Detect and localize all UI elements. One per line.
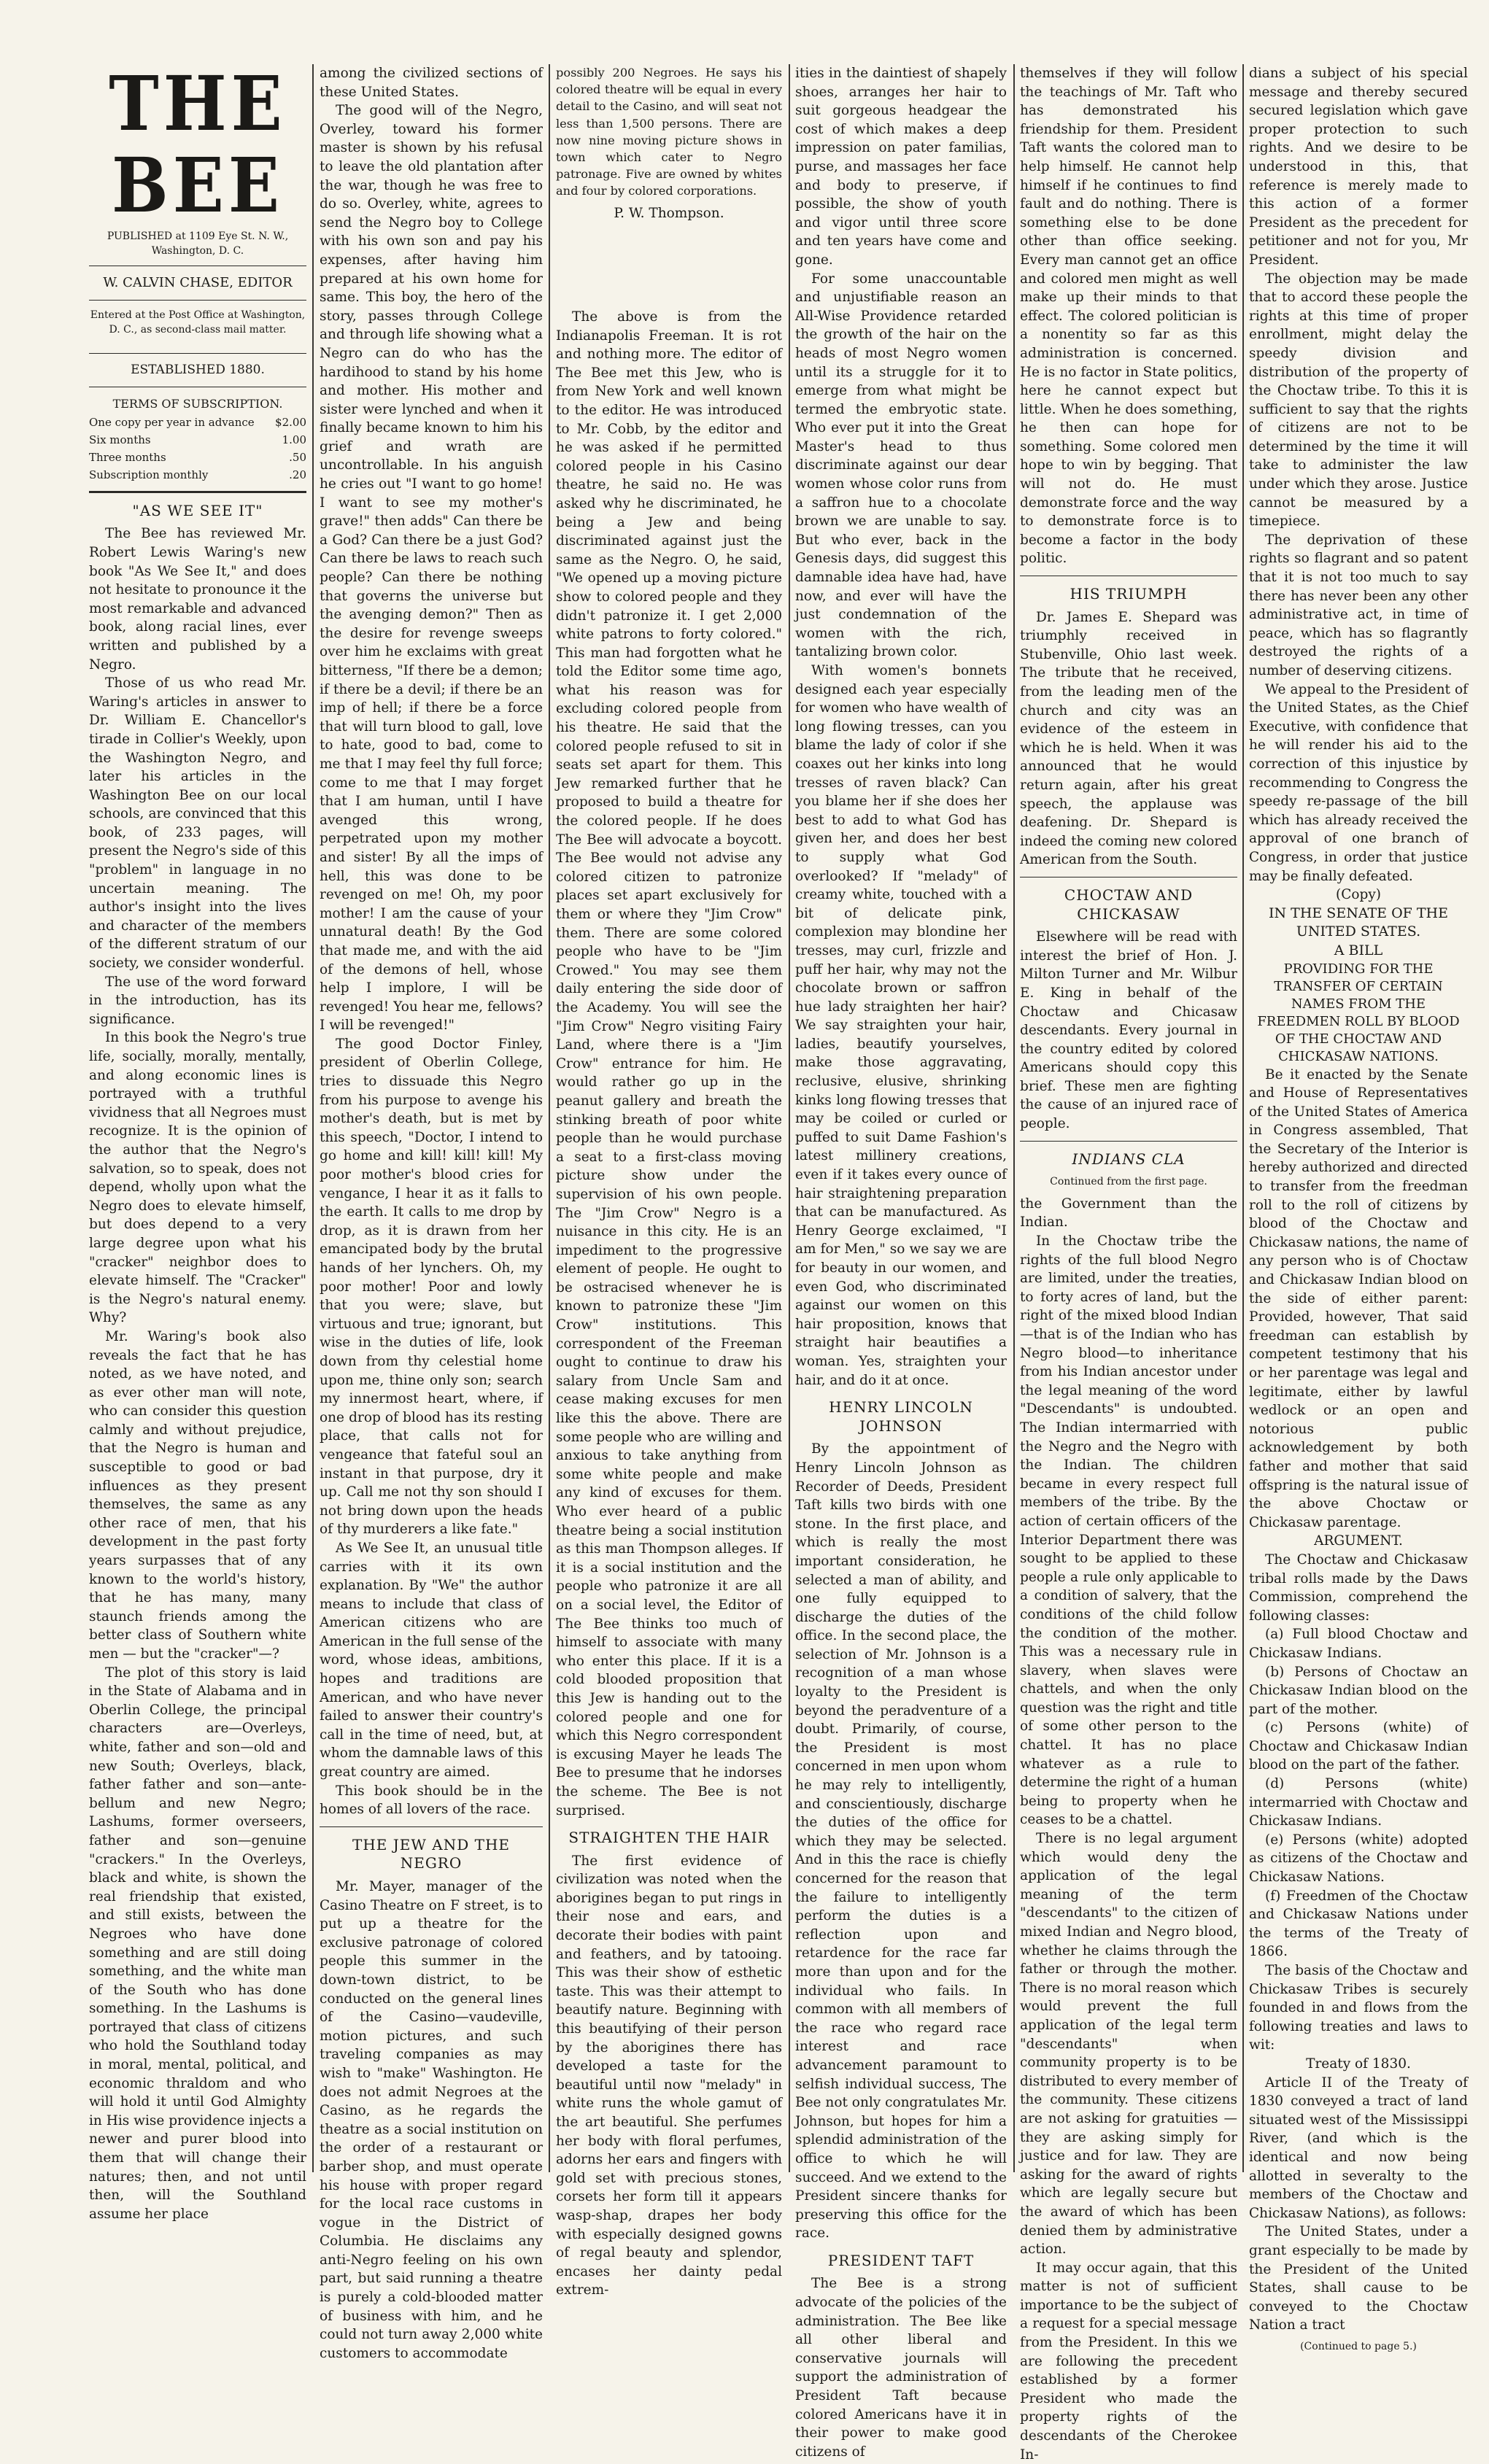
article-heading: "AS WE SEE IT" (132, 501, 263, 519)
article-paragraph: With women's bonnets designed each year especially for women who have wealth of long flowing tresses, can you blame the lady of color if she coaxes out her kinks into long tresses of raven black? Can you blame her if she does her best to add to what God has given her, and does her best to supply what God overlooked? If "melady" of creamy white, touched with a bit of delicate pink, complexion may blondine her tresses, may curl, frizzle and puff her hair, why may not the chocolate brown or saffron hue lady straighten her hair? We say straighten your hair, ladies, beautify yourselves, make those aggravating, reclusive, elusive, shrinking kinks long flowing tresses that may be coiled or curled or puffed to suit Dame Fashion's latest millinery creations, even if it takes every ounce of hair straightening preparation that can be manufactured. As Henry George exclaimed, "I am for Men," so we say we are for beauty in our women, and even God, who discriminated against our women on this hair proposition, knows that straight hair beautifies a woman. Yes, straighten your hair, and do it at once. (795, 663, 1007, 1388)
article-paragraph: The above is from the Indianapolis Freeman. It is rot and nothing more. The editor of The Bee met this Jew, who is from New York and well known to the editor. He was introduced to Mr. Cobb, by the editor and he was asked if he permitted colored people in his Casino theatre, he said no. He was asked why he discriminated, he being a Jew and being discriminated against just the same as the Negro. O, he said, "We opened up a moving picture show to colored people and they didn't patronize it. I get 2,000 white patrons to forty colored." This man had forgotten what he told the Editor some time ago, what his reason was for excluding colored people from his theatre. He said that the colored people refused to sit in seats set apart for them. This Jew remarked further that he proposed to build a theatre for the colored people. If he does The Bee will advocate a boycott. The Bee would not advise any colored citizen to patronize places set apart exclusively for them or where they "Jim Crow" them. There are some colored people who have to be "Jim Crowed." You may see them daily entering the side door of the Academy. You will see the "Jim Crow" Negro visiting Fairy Land, where there is a "Jim Crow" entrance for him. He would rather go up in the peanut gallery and breath the stinking breath of poor white people than he would purchase a seat to a first-class moving picture show under the supervision of his own people. The "Jim Crow" Negro is a nuisance in this city. He is an impediment to the progressive element of people. He ought to be ostracised whenever he is known to patronize these "Jim Crow" institutions. This correspondent of the Freeman ought to continue to draw his salary from Uncle Sam and cease making excuses for men like this the above. There are some people who are willing and anxious to take anything from some white people and make any kind of excuses for them. Who ever heard of a public theatre being a social institution as this man Thompson alleges. If it is a social institution and the people who patronize it are all on a social level, the Editor of The Bee thinks too much of himself to associate with many who enter this place. If it is a cold blooded proposition that this Jew is handing out to the colored people and one for which this Negro correspondent is excusing Mayer he leads The Bee to presume that he indorses the scheme. The Bee is not surprised. (556, 309, 782, 1818)
column-rule (1013, 64, 1015, 2172)
article-paragraph: The plot of this story is laid in the State of Alabama and in Oberlin College, the principal characters are—Overleys, white, father and son—old and new South; Overleys, black, father father and son—ante-bellum and new Negro; Lashums, former overseers, father and son—genuine "crackers." In the Overleys, black and white, is shown the real friendship that existed, and still exists, between the Negroes who have done something and are still doing something, and the white man of the South who has done something. In the Lashums is portrayed that class of citizens who hold the Southland today in moral, mental, political, and economic thraldom and who will hold it until God Almighty in His wise providence injects a newer and purer blood into them that will change their natures; then, and not until then, will the Southland assume her place (89, 1665, 307, 2222)
article-paragraph: among the civilized sections of these United States. (320, 66, 543, 100)
article-paragraph: For some unaccountable and unjustifiable reason an All-Wise Providence retarded the growth of the hair on the heads of most Negro women until its a struggle for it to emerge from what might be termed the embryotic state. Who ever put it into the Great Master's head to thus discriminate against our dear women whose color runs from a saffron hue to a chocolate brown we are unable to say. But who ever, back in the Genesis days, did suggest this damnable idea have had, have now, and ever will have the just condemnation of the women with the rich, tantalizing brown color. (795, 271, 1007, 660)
article-paragraph: Mr. Waring's book also reveals the fact that he has noted, as we have noted, and as ever other man will note, who can consider this question calmly and without prejudice, that the Negro is human and susceptible to good or bad influences as they present themselves, the same as any other race of men, that his development in the past forty years surpasses that of any known to the world's history, that he has many, many staunch friends among the better class of Southern white men — but the "cracker"—? (89, 1328, 306, 1662)
article-paragraph: The Bee is a strong advocate of the policies of the administration. The Bee like all other liberal and conservative journals will support the administration of President Taft because colored Americans have it in their power to make good citizens of (795, 2276, 1007, 2460)
column-6 (1249, 64, 1468, 2352)
article-heading: HIS TRIUMPH (1070, 585, 1188, 603)
divider (89, 300, 306, 301)
column-4 (795, 64, 1007, 2460)
terms-title: TERMS OF SUBSCRIPTION. (112, 397, 283, 411)
article-paragraph: The Bee has reviewed Mr. Robert Lewis Waring's new book "As We See It," and does not hesitate to pronounce it the most remarkable and advanced book, along racial lines, ever written and published by a Negro. (89, 526, 306, 673)
divider (89, 491, 306, 493)
column-3-continued (556, 308, 782, 2298)
article-paragraph: (c) Persons (white) of Choctaw and Chickasaw Indian blood on the part of the father. (1249, 1720, 1468, 1773)
article-paragraph: ities in the daintiest of shapely shoes, arranges her hair to suit gorgeous headgear the cost of which makes a deep impression on pater familias, purse, and massages her face and body to preserve, if possible, the show of youth and vigor until three score and ten years have come and gone. (795, 66, 1007, 268)
article-heading: INDIANS CLA (1072, 1150, 1186, 1168)
terms-row: Subscription monthly .20 (89, 468, 306, 481)
article-heading: PRESIDENT TAFT (827, 2251, 975, 2269)
masthead-entered: Entered at the Post Office at Washington, D. C., as second-class mail matter. (90, 309, 306, 336)
article-paragraph: In this book the Negro's true life, socially, morally, mentally, and along economic lines is portrayed with a truthful vividness that all Negroes must recognize. It is the opinion of the author that the Negro's salvation, so to speak, does not depend, wholly upon what the Negro does to elevate himself, but does depend to a very large degree upon what his "cracker" neighbor does to elevate himself. The "Cracker" is the Negro's natural enemy. Why? (89, 1030, 306, 1326)
article-paragraph: Those of us who read Mr. Waring's articles in answer to Dr. William E. Chancellor's tirade in Collier's Weekly, upon the Washington Negro, and later his articles in the Washington Bee on our local schools, are convinced that this book, of 233 pages, will present the Negro's side of this "problem" in language in no uncertain meaning. The author's insight into the lives and character of the members of the different stratum of our society, we consider wonderful. (89, 675, 306, 972)
article-paragraph: By the appointment of Henry Lincoln Johnson as Recorder of Deeds, President Taft kills two birds with one stone. In the first place, and which is really the most important consideration, he selected a man of ability, and one fully equipped to discharge the duties of the office. In the second place, the selection of Mr. Johnson is a recognition of a man whose loyalty to the President is beyond the peradventure of a doubt. Primarily, of course, the President is most concerned in men upon whom he may rely to intelligently, and conscientiously, discharge the duties of the office for which they may be selected. And in this the race is chiefly concerned for the reason that the failure to intelligently perform the duties is a reflection upon and retardence for the race far more than upon and for the individual who fails. In common with all members of the race who regard race interest and race advancement paramount to selfish individual success, The Bee not only congratulates Mr. Johnson, but hopes for him a splendid administration of the office to which he will succeed. And we extend to the President sincere thanks for preserving this office for the race. (795, 1441, 1007, 2242)
article-paragraph: Be it enacted by the Senate and House of Representatives of the United States of America in Congress assembled, That the Secretary of the Interior is hereby authorized and directed to transfer from the freedman roll to the roll of citizens by blood of the Choctaw and Chickasaw nations, the name of any person who is of Choctaw and Chickasaw Indian blood on the side of either parent: Provided, however, That said freedman can establish by competent testimony that his or her parentage was legal and legitimate, either by lawful wedlock or an open and notorious public acknowledgement by both father and mother that said offspring is the natural issue of the above Choctaw or Chickasaw parentage. (1249, 1066, 1468, 1530)
terms-row: Six months 1.00 (89, 433, 306, 446)
masthead-published: PUBLISHED at 1109 Eye St. N. W., Washington, D. C. (107, 230, 289, 257)
article-paragraph: (b) Persons of Choctaw an Chickasaw Indian blood on the part of the mother. (1249, 1664, 1468, 1717)
argument-heading: ARGUMENT. (1314, 1533, 1403, 1549)
article-paragraph: It may occur again, that this matter is not of sufficient importance to be the subject of a request for a special message from the President. In this we are following the precedent established by a former President who made the property rights of the descendants of the Cherokee In- (1020, 2260, 1237, 2463)
masthead-established: ESTABLISHED 1880. (131, 362, 265, 377)
article-paragraph: There is no legal argument which would deny the application of the legal meaning of the term "descendants" to the citizen of mixed Indian and Negro blood, whether he claims through the father or through the mother. There is no moral reason which would prevent the full application of the legal term "descendants" when community property is to be distributed to every member of the community. These citizens are not asking for gratuities — they are asking simply for justice and for law. They are asking for the award of rights which are legally secure but the award of which has been denied them by administrative action. (1020, 1831, 1237, 2258)
masthead-title: THE BEE (109, 59, 287, 230)
article-paragraph: the Government than the Indian. (1020, 1196, 1237, 1231)
article-paragraph: Dr. James E. Shepard was triumphly received in Stubenville, Ohio last week. The tribute that he received, from the leading men of the church and city was an evidence of the esteem in which he is held. When it was announced that he would return again, after his great speech, the applause was deafening. Dr. Shepard is indeed the coming new colored American from the South. (1020, 609, 1237, 868)
copy-label: (Copy) (1335, 887, 1382, 903)
article-paragraph: The deprivation of these rights so flagrant and so patent that it is not too much to say there has never been any other administrative act, in time of peace, which has so flagrantly destroyed the rights of a number of deserving citizens. (1249, 532, 1468, 678)
article-heading: THE JEW AND THE NEGRO (352, 1835, 510, 1872)
article-paragraph: As We See It, an unusual title carries with it its own explanation. By "We" the author means to include that class of American citizens who are American in the full sense of the word, whose ideas, ambitions, hopes and traditions are American, and who have never failed to answer their country's call in the time of need, but, at whom the damnable laws of this great country are aimed. (320, 1540, 543, 1781)
terms-row: Three months .50 (89, 450, 306, 464)
article-paragraph: The good Doctor Finley, president of Oberlin College, tries to dissuade this Negro from his purpose to avenge his mother's death, but is met by this speech, "Doctor, I intend to go home and kill! kill! kill! My poor mother's blood cries for vengance, I hear it as it falls to the earth. It calls to me drop by drop, as it is drawn from her emancipated body by the brutal hands of her lynchers. Oh, my poor mother! Poor and lowly that you were; slave, but virtuous and true; ignorant, but wise in the duties of life, look down from thy celestial home upon me, thine only son; search my innermost heart, where, if one drop of blood has its resting place, that calls not for vengeance that fateful soul an instant in that purpose, dry it up. Call me not thy son should I not bring down upon the heads of thy murderers a like fate." (320, 1036, 543, 1538)
divider (89, 353, 306, 354)
article-paragraph: This book should be in the homes of all lovers of the race. (320, 1783, 543, 1818)
article-paragraph: The Choctaw and Chickasaw tribal rolls made by the Daws Commission, comprehend the following classes: (1249, 1551, 1468, 1624)
article-heading: STRAIGHTEN THE HAIR (568, 1829, 770, 1847)
article-heading: CHOCTAW AND CHICKASAW (1064, 886, 1194, 923)
article-paragraph: In the Choctaw tribe the rights of the full blood Negro are limited, under the treaties, to forty acres of land, but the right of the mixed blood Indian—that is of the Indian who has Negro blood—to inheritance from his Indian ancestor under the legal meaning of the word "Descendants" is undoubted. The Indian intermarried with the Negro and the Negro with the Indian. The children became in every respect full members of the tribe. By the action of certain officers of the Interior Department there was sought to be applied to these people a rule only applicable to a condition of salvery, that the conditions of the child follow the condition of the mother. This was a necessary rule in slavery, when slaves were chattels, and when the only question was the right and title of some other person to the chattel. It has no place whatever as a rule to determine the right of a human being to property when he ceases to be a chattel. (1020, 1233, 1237, 1828)
divider (1020, 1141, 1237, 1142)
column-rule (312, 64, 314, 2172)
article-paragraph: The United States, under a grant especially to be made by the President of the United States, shall cause to be conveyed to the Choctaw Nation a tract (1249, 2224, 1468, 2333)
article-paragraph: themselves if they will follow the teachings of Mr. Taft who has demonstrated his friendship for them. President Taft wants the colored man to help himself. He cannot help himself if he continues to find fault and do nothing. There is something else to be done other than office seeking. Every man cannot get an office and colored men might as well make up their minds to that effect. The colored politician is a nonentity so far as this administration is concerned. He is no factor in State politics, here he cannot expect but little. When he does something, he then can hope for something. Some colored men hope to win by begging. That will not do. He must demonstrate force and the way to demonstrate force is to become a factor in the body politic. (1020, 66, 1237, 567)
column-2 (320, 64, 543, 2361)
article-paragraph: The basis of the Choctaw and Chickasaw Tribes is securely founded in and flows from the following treaties and laws to wit: (1249, 1963, 1468, 2053)
terms-row: One copy per year in advance $2.00 (89, 415, 306, 429)
article-paragraph: The objection may be made that to accord these people the rights at this time of proper enrollment, might delay the speedy division and distribution of the property of the Choctaw tribe. To this it is sufficient to say that the rights of citizens are not to be determined by the time it will take to administer the law under which they arose. Justice cannot be measured by a timepiece. (1249, 271, 1468, 530)
article-paragraph: (f) Freedmen of the Choctaw and Chickasaw Nations under the terms of the Treaty of 1866. (1249, 1888, 1468, 1960)
senate-heading: IN THE SENATE OF THE UNITED STATES. (1268, 904, 1448, 940)
article-paragraph: The first evidence of civilization was noted when the aborigines began to put rings in their nose and ears, and decorate their bodies with paint and feathers, and by tatooing. This was their show of esthetic taste. This was their attempt to beautify nature. Beginning with this beautifying of their person by the aborigines there has developed a taste for the beautiful until now "melady" in white runs the whole gamut of the art beautiful. She perfumes her body with floral perfumes, adorns her ears and fingers with gold set with precious stones, corsets her form till it appears wasp-shap, drapes her body with especially designed gowns of regal beauty and splendor, encases her dainty pedal extrem- (556, 1853, 782, 2298)
article-paragraph: (d) Persons (white) intermarried with Choctaw and Chickasaw Indians. (1249, 1776, 1468, 1829)
article-paragraph: (a) Full blood Choctaw and Chickasaw Indians. (1249, 1627, 1468, 1661)
article-paragraph: dians a subject of his special message and thereby secured secured legislation which gave proper protection to such rights. And we desire to be understood in this, that reference is merely made to this action of a former President as the precedent for petitioner and not for you, Mr President. (1249, 66, 1468, 268)
column-rule (549, 64, 550, 2172)
article-paragraph: The good will of the Negro, Overley, toward his former master is shown by his refusal to leave the old plantation after the war, though he was free to do so. Overley, white, agrees to send the Negro boy to College with his own son and pay his expenses, after having him prepared at his own home for same. This boy, the hero of the story, passes through College and through life showing what a Negro can do who has the hardihood to stand by his home and mother. His mother and sister were lynched and when it finally became known to him his grief and wrath are uncontrollable. In his anguish he cries out "I want to go home! I want to see my mother's grave!" then adds" Can there be a God? Can there be a just God? Can there be laws to reach such people? Can there be nothing that governs the universe but the avenging demon?" Then as the desire for revenge sweeps over him he exclaims with great bitterness, "If there be a demon; if there be a devil; if there be an imp of hell; if there be a force that will turn blood to gall, love to hate, good to bad, come to me that I may feel thy full force; come to me that I may forget that I am human, until I have avenged this wrong, perpetrated upon my mother and sister! By all the imps of hell, this was done to be revenged on me! Oh, my poor mother! I am the cause of your unnatural death! By the God that made me, and with the aid of the demons of hell, whose help I implore, I will be revenged! You hear me, fellows? I will be revenged!" (320, 103, 543, 1034)
article-paragraph: (e) Persons (white) adopted as citizens of the Choctaw and Chickasaw Nations. (1249, 1832, 1468, 1886)
article-paragraph: Article II of the Treaty of 1830 conveyed a tract of land situated west of the Mississippi River, (and which is the identical and now being allotted in severalty to the members of the Choctaw and Chickasaw Nations), as follows: (1249, 2074, 1468, 2221)
column-5 (1020, 64, 1237, 2463)
article-paragraph: Elsewhere will be read with interest the brief of Hon. J. Milton Turner and Mr. Wilbur E. King in behalf of the Choctaw and Chicasaw descendants. Every journal in the country edited by colored Americans should copy this brief. These men are fighting the cause of an injured race of people. (1020, 929, 1237, 1132)
continued-note: (Continued to page 5.) (1300, 2340, 1417, 2352)
article-paragraph: Mr. Mayer, manager of the Casino Theatre on F street, is to put up a theatre for the exclusive patronage of colored people this summer in the down-town district, to be conducted on the general lines of the Casino—vaudeville, motion pictures, and such traveling companies as may wish to "make" Washington. He does not admit Negroes at the Casino, as he regards the theatre as a social institution on the order of a restaurant or barber shop, and must operate his house with proper regard for the local race customs in vogue in the District of Columbia. He disclaims any anti-Negro feeling on his own part, but said running a theatre is purely a cold-blooded matter of business with him, and he could not turn away 2,000 white customers to accommodate (320, 1879, 543, 2361)
article-heading: HENRY LINCOLN JOHNSON (829, 1398, 973, 1435)
bill-title: PROVIDING FOR THE TRANSFER OF CERTAIN NAMES FROM THE FREEDMEN ROLL BY BLOOD OF THE CHOCTAW AND CHICKASAW NATIONS. (1257, 961, 1460, 1064)
article-paragraph: We appeal to the President of the United States, as the Chief Executive, with confidence that he will render his aid to the correction of this injustice by recommending to Congress the speedy re-passage of the bill which has already received the approval of one branch of Congress, in order that justice may be finally defeated. (1249, 681, 1468, 884)
article-paragraph: The use of the word forward in the introduction, has its significance. (89, 974, 306, 1027)
treaty-heading: Treaty of 1830. (1306, 2056, 1411, 2072)
terms-list (89, 414, 306, 484)
bill-heading: A BILL (1334, 942, 1383, 958)
article-paragraph: possibly 200 Negroes. He says his colored theatre will be equal in every detail to the Casino, and will seat not less than 1,500 persons. There are now nine moving picture shows in town which cater to Negro patronage. Five are owned by whites and four by colored corporations. (556, 66, 782, 198)
continued-note: Continued from the first page. (1050, 1176, 1207, 1188)
masthead-editor: W. CALVIN CHASE, EDITOR (103, 275, 293, 290)
divider (320, 1826, 543, 1827)
column-1 (89, 59, 307, 2222)
column-rule (1242, 64, 1244, 2172)
column-rule (789, 64, 790, 2172)
article-signature: P. W. Thompson. (614, 205, 724, 221)
